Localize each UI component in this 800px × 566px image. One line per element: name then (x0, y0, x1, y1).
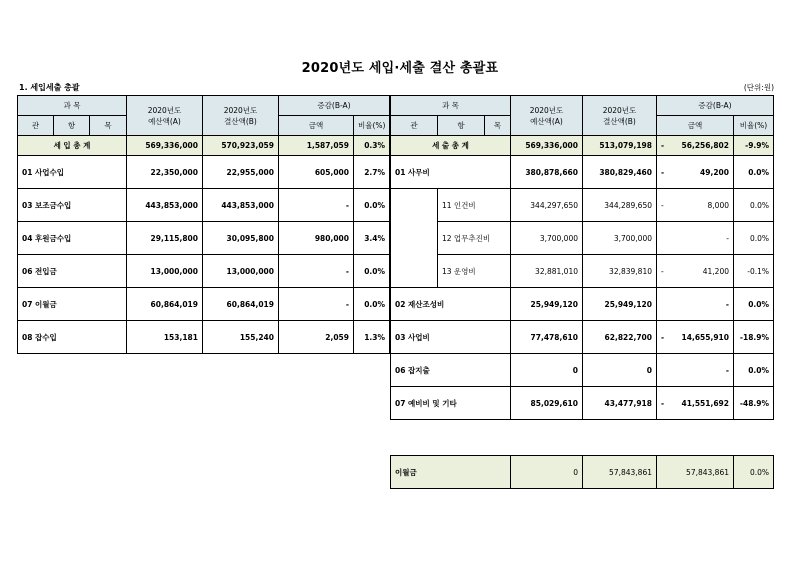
carryover-budget: 0 (511, 456, 583, 489)
row-ratio: -48.9% (734, 387, 774, 420)
row-settlement: 30,095,800 (203, 222, 279, 255)
header-mok: 목 (90, 116, 127, 136)
row-ratio: 0.0% (734, 189, 774, 222)
row-change: - (279, 189, 354, 222)
row-settlement: 13,000,000 (203, 255, 279, 288)
header-budget: 2020년도 예산액(A) (511, 96, 583, 136)
expense-total-ratio: -9.9% (734, 136, 774, 156)
row-label: 06 전입금 (18, 255, 127, 288)
header-mok: 목 (485, 116, 511, 136)
row-settlement: 25,949,120 (583, 288, 657, 321)
table-row (391, 354, 774, 387)
row-budget: 13,000,000 (127, 255, 203, 288)
row-label: 03 사업비 (391, 321, 511, 354)
row-ratio: 1.3% (354, 321, 390, 354)
row-label: 01 사업수입 (18, 156, 127, 189)
row-change: - 8,000 (657, 189, 734, 222)
row-ratio: -18.9% (734, 321, 774, 354)
row-ratio: 0.0% (354, 189, 390, 222)
row-ratio: -0.1% (734, 255, 774, 288)
row-ratio: 0.0% (354, 255, 390, 288)
row-change: - 49,200 (657, 156, 734, 189)
table-row (391, 288, 774, 321)
table-row (18, 321, 390, 354)
unit-label: (단위:원) (743, 83, 774, 92)
row-settlement: 380,829,460 (583, 156, 657, 189)
row-ratio: 0.0% (354, 288, 390, 321)
row-ratio: 3.4% (354, 222, 390, 255)
header-gwan: 관 (391, 116, 438, 136)
row-label: 07 이월금 (18, 288, 127, 321)
row-settlement: 32,839,810 (583, 255, 657, 288)
revenue-total-settlement: 570,923,059 (203, 136, 279, 156)
row-budget: 0 (511, 354, 583, 387)
row-budget: 443,853,000 (127, 189, 203, 222)
row-settlement: 155,240 (203, 321, 279, 354)
table-row (391, 321, 774, 354)
row-label: 12 업무추진비 (438, 222, 511, 255)
header-budget: 2020년도 예산액(A) (127, 96, 203, 136)
row-settlement: 443,853,000 (203, 189, 279, 222)
row-budget: 3,700,000 (511, 222, 583, 255)
row-settlement: 43,477,918 (583, 387, 657, 420)
row-budget: 380,878,660 (511, 156, 583, 189)
row-budget: 25,949,120 (511, 288, 583, 321)
row-budget: 77,478,610 (511, 321, 583, 354)
table-row (391, 255, 774, 288)
table-row (18, 156, 390, 189)
expense-total-budget: 569,336,000 (511, 136, 583, 156)
expense-table (390, 95, 774, 420)
row-ratio: 2.7% (354, 156, 390, 189)
row-label: 06 잡지출 (391, 354, 511, 387)
table-row (18, 288, 390, 321)
row-change: - (279, 255, 354, 288)
row-label: 08 잡수입 (18, 321, 127, 354)
revenue-total-ratio: 0.3% (354, 136, 390, 156)
page-title: 2020년도 세입·세출 결산 총괄표 (301, 61, 499, 76)
row-budget: 153,181 (127, 321, 203, 354)
revenue-total-change: 1,587,059 (279, 136, 354, 156)
revenue-total-budget: 569,336,000 (127, 136, 203, 156)
indent-cell (391, 189, 438, 288)
table-row (18, 255, 390, 288)
section-label: 1. 세입세출 총괄 (19, 83, 80, 92)
row-label: 04 후원금수입 (18, 222, 127, 255)
row-ratio: 0.0% (734, 354, 774, 387)
row-ratio: 0.0% (734, 222, 774, 255)
row-label: 13 운영비 (438, 255, 511, 288)
row-budget: 60,864,019 (127, 288, 203, 321)
revenue-total-label: 세 입 총 계 (18, 136, 127, 156)
header-amount: 금액 (657, 116, 734, 136)
row-label: 02 재산조성비 (391, 288, 511, 321)
header-gwamok: 과 목 (391, 96, 511, 116)
carryover-ratio: 0.0% (734, 456, 774, 489)
row-budget: 32,881,010 (511, 255, 583, 288)
row-change: - 41,200 (657, 255, 734, 288)
row-change: - (657, 354, 734, 387)
header-gwamok: 과 목 (18, 96, 127, 116)
row-change: 2,059 (279, 321, 354, 354)
row-budget: 344,297,650 (511, 189, 583, 222)
carryover-change: 57,843,861 (657, 456, 734, 489)
expense-total-change: - 56,256,802 (657, 136, 734, 156)
row-change: 605,000 (279, 156, 354, 189)
header-hang: 항 (54, 116, 90, 136)
row-change: - 14,655,910 (657, 321, 734, 354)
row-settlement: 22,955,000 (203, 156, 279, 189)
header-settlement: 2020년도 결산액(B) (583, 96, 657, 136)
table-row (18, 189, 390, 222)
row-budget: 22,350,000 (127, 156, 203, 189)
row-settlement: 344,289,650 (583, 189, 657, 222)
table-row (18, 222, 390, 255)
row-label: 01 사무비 (391, 156, 511, 189)
header-settlement: 2020년도 결산액(B) (203, 96, 279, 136)
expense-total-settlement: 513,079,198 (583, 136, 657, 156)
row-change: - 41,551,692 (657, 387, 734, 420)
row-change: - (279, 288, 354, 321)
row-settlement: 62,822,700 (583, 321, 657, 354)
row-settlement: 0 (583, 354, 657, 387)
header-hang: 항 (438, 116, 485, 136)
header-ratio: 비율(%) (354, 116, 390, 136)
table-row (391, 387, 774, 420)
carryover-label: 이월금 (391, 456, 511, 489)
carryover-settlement: 57,843,861 (583, 456, 657, 489)
header-change: 증감(B-A) (279, 96, 390, 116)
row-settlement: 60,864,019 (203, 288, 279, 321)
header-gwan: 관 (18, 116, 54, 136)
header-ratio: 비율(%) (734, 116, 774, 136)
revenue-total-row (18, 136, 390, 156)
expense-total-label: 세 출 총 계 (391, 136, 511, 156)
row-label: 07 예비비 및 기타 (391, 387, 511, 420)
table-row (391, 189, 774, 222)
row-label: 11 인건비 (438, 189, 511, 222)
table-row (391, 222, 774, 255)
carryover-table (390, 455, 774, 489)
row-label: 03 보조금수입 (18, 189, 127, 222)
row-ratio: 0.0% (734, 288, 774, 321)
row-budget: 85,029,610 (511, 387, 583, 420)
row-ratio: 0.0% (734, 156, 774, 189)
table-row (391, 156, 774, 189)
header-amount: 금액 (279, 116, 354, 136)
row-settlement: 3,700,000 (583, 222, 657, 255)
header-change: 증감(B-A) (657, 96, 774, 116)
row-change: - (657, 288, 734, 321)
revenue-table (17, 95, 390, 354)
carryover-row (391, 456, 774, 489)
row-budget: 29,115,800 (127, 222, 203, 255)
row-change: 980,000 (279, 222, 354, 255)
expense-total-row (391, 136, 774, 156)
row-change: - (657, 222, 734, 255)
